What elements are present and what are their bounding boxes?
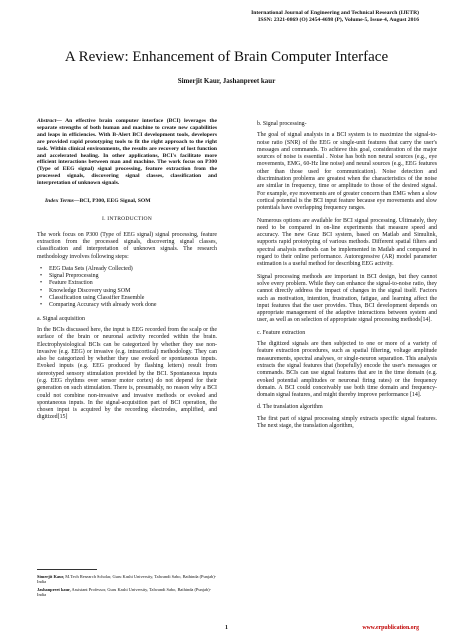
intro-heading: I. INTRODUCTION: [102, 216, 152, 223]
journal-header: [251, 10, 419, 24]
abstract-label: Abstract—: [37, 118, 62, 124]
section-b-paragraph-3: Signal processing methods are important in BCI design, but they cannot solve every problem. While they can enhance the signal-to-noise ratio, they cannot directly address the impact of changes in the signal itself. Factors such as motivation, intention, frustration, fatigue, and learning affect the input features that the user provides. Thus, BCI development depends on appropriate management of the adaptive interactions between system and user, as well as on selection of appropriate signal processing methods[14].: [257, 273, 437, 324]
index-terms-label: Index Terms—: [45, 198, 80, 205]
step-item: • Feature Extraction: [49, 280, 217, 287]
section-c-paragraph: The digitized signals are then subjected to one or more of a variety of feature extraction procedures, such as spatial filtering, voltage amplitude measurements, spectral analyses, or single-neuron separation. This analysis extracts the signal features that (hopefully) encode the user's messages or commands. BCIs can use signal features that are in the time domain (e.g. evoked potential amplitudes or neuronal firing rates) or the frequency domain. A BCI could conceivably use both time domain and frequency-domain signal features, and might thereby improve performance [14].: [257, 341, 437, 399]
footnotes: [37, 574, 217, 600]
publisher-url[interactable]: www.erpublication.org: [362, 625, 419, 631]
journal-issn: ISSN: 2321-0869 (O) 2454-4698 (P), Volume-5, Issue-4, August 2016: [258, 17, 419, 23]
footnote: [37, 587, 217, 598]
footnote-text: M.Tech Research Scholar, Guru Kashi University, Talwandi Sabo, Bathinda (Punjab)-India: [37, 574, 217, 585]
index-terms-text: BCI, P300, EEG Signal, SOM: [79, 198, 151, 205]
paper-authors: Simerjit Kaur, Jashanpreet kaur: [177, 77, 276, 85]
step-item: • Signal Preprocessing: [49, 273, 217, 280]
footnote-text: Assistant Professor, Guru Kashi University, Talwandi Sabo, Bathinda (Punjab)-India: [37, 586, 212, 598]
step-item: • Classification using Classifier Ensemble: [49, 295, 217, 302]
right-column: [257, 118, 437, 435]
footnote-rule: [37, 569, 97, 570]
step-item: • EEG Data Sets (Already Collected): [49, 266, 217, 273]
section-b-paragraph-2: Numerous options are available for BCI signal processing. Ultimately, they need to be compared in on-line experiments that measure speed and accuracy. The new Graz BCI system, based on Matlab and Simulink, supports rapid prototyping of various methods. Different spatial filters and spectral analysis methods can be implemented in Matlab and compared in regard to their online performance. Autoregressive (AR) model parameter estimation is a useful method for describing EEG activity.: [257, 217, 437, 268]
paper-title: A Review: Enhancement of Brain Computer Interface: [64, 49, 389, 65]
index-terms: [45, 198, 217, 205]
journal-name: International Journal of Engineering and Technical Research (IJETR): [251, 10, 419, 16]
abstract: [37, 118, 217, 187]
footnote-author: Jashanpreet kaur,: [37, 586, 71, 592]
section-d-heading: d. The translation algorithm: [257, 404, 323, 411]
footnote: [37, 574, 217, 585]
footnote-author: Simerjit Kaur,: [37, 574, 65, 579]
intro-paragraph: The work focus on P300 (Type of EEG signal) signal processing, feature extraction from the processed signals, discovering signal classes, classification and interpretation of unknown signals. The research methodology involves following steps:: [37, 231, 217, 260]
section-b-paragraph-1: The goal of signal analysis in a BCI system is to maximize the signal-to-noise ratio (SNR) of the EEG or single-unit features that carry the user's messages and commands. To achieve this goal, consideration of the major sources of noise is essential . Noise has both non neural sources (e.g., eye movements, EMG, 60-Hz line noise) and neural sources (e.g., EEG features other than those used for communication). Noise detection and discrimination problems are greatest when the characteristics of the noise are similar in frequency, time or amplitude to those of the desired signal. For example, eye movements are of greater concern than EMG when a slow cortical potential is the BCI input feature because eye movements and slow potentials have overlapping frequency ranges.: [257, 132, 437, 212]
methodology-steps: [37, 266, 217, 310]
step-item: • Comparing Accuracy with already work done: [49, 302, 217, 309]
section-c-heading: c. Feature extraction: [257, 329, 306, 336]
section-b-heading: b. Signal processing-: [257, 121, 307, 127]
section-a-heading: a. Signal acquisition: [37, 315, 85, 322]
page-number: 1: [225, 625, 228, 631]
abstract-text: An effective brain computer interface (BCI) leverages the separate strengths of both human and machine to create new capabilities and leaps in efficiencies. With B-Alert BCI development tools, developers are provided rapid prototyping tools to fit the right approach to the right task. Within clinical environments, the results are recovery of lost function and accelerated healing. In other applications, BCI's facilitate more efficient interactions between man and machine. The work focus on P300 (Type of EEG signal) signal processing, feature extraction from the processed signals, discovering signal classes, classification and interpretation of unknown signals.: [37, 118, 217, 187]
left-column: [37, 118, 217, 427]
section-d-paragraph: The first part of signal processing simply extracts specific signal features. The next stage, the translation algorithm,: [257, 415, 437, 429]
step-item: • Knowledge Discovery using SOM: [49, 288, 217, 295]
section-a-paragraph: In the BCIs discussed here, the input is EEG recorded from the scalp or the surface of the brain or neuronal activity recorded within the brain. Electrophysiological BCIs can be categorized by whether they use non-invasive (e.g. EEG) or invasive (e.g. intracortical) methodology. They can also be categorized by whether they use evoked or spontaneous inputs. Evoked inputs (e.g. EEG produced by flashing letters) result from stereotyped sensory stimulation provided by the BCI. Spontaneous inputs (e.g. EEG rhythms over sensor motor cortex) do not depend for their generation on such stimulation. There is, presumably, no reason why a BCI could not combine non-invasive and invasive methods or evoked and spontaneous inputs. In the signal-acquisition part of BCI operation, the chosen input is acquired by the recording electrodes, amplified, and digitized[15]: [37, 326, 217, 421]
